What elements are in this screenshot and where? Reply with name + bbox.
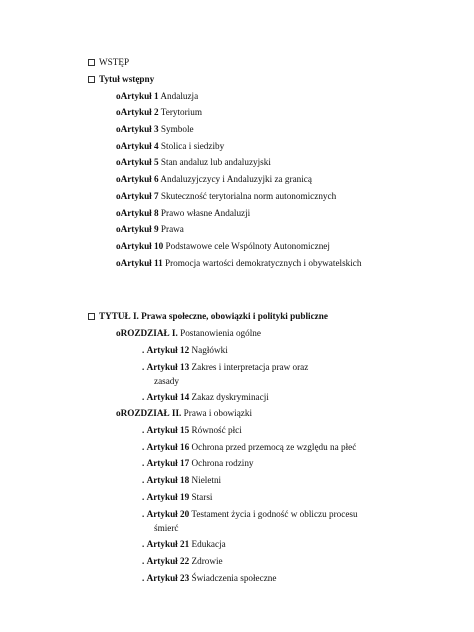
item-label: Artykuł 19 bbox=[146, 492, 190, 502]
square-bullet-icon bbox=[88, 76, 95, 83]
list-item bbox=[116, 240, 330, 252]
item-text: Andaluzyjczycy i Andaluzyjki za granicą bbox=[160, 174, 312, 184]
item-label: Artykuł 22 bbox=[146, 556, 190, 566]
item-label: Artykuł 15 bbox=[146, 425, 190, 435]
item-text: Nieletni bbox=[191, 475, 222, 485]
item-prefix: . bbox=[142, 345, 145, 355]
item-text: Świadczenia społeczne bbox=[191, 573, 277, 583]
item-prefix: o bbox=[116, 107, 121, 117]
item-label: Artykuł 12 bbox=[146, 345, 190, 355]
item-prefix: . bbox=[142, 362, 145, 372]
section-heading-text: Tytuł wstępny bbox=[99, 74, 155, 84]
item-text: Stan andaluz lub andaluzyjski bbox=[160, 157, 271, 167]
chapter-heading bbox=[116, 407, 252, 419]
chapter-prefix: o bbox=[116, 328, 121, 338]
item-prefix: . bbox=[142, 573, 145, 583]
list-item bbox=[116, 106, 202, 118]
list-item bbox=[116, 123, 194, 135]
item-prefix: . bbox=[142, 509, 145, 519]
item-prefix: . bbox=[142, 475, 145, 485]
item-text: Starsi bbox=[191, 492, 213, 502]
item-text: Testament życia i godność w obliczu procesu bbox=[191, 509, 358, 519]
item-text: Stolica i siedziby bbox=[160, 141, 225, 151]
item-prefix: o bbox=[116, 241, 121, 251]
item-prefix: o bbox=[116, 91, 121, 101]
item-prefix: o bbox=[116, 258, 121, 268]
item-label: Artykuł 2 bbox=[120, 107, 159, 117]
item-text: Prawo własne Andaluzji bbox=[160, 208, 251, 218]
item-text: Ochrona rodziny bbox=[191, 458, 254, 468]
item-label: Artykuł 21 bbox=[146, 539, 190, 549]
list-item bbox=[116, 190, 336, 202]
item-label: Artykuł 23 bbox=[146, 573, 190, 583]
list-item bbox=[116, 156, 271, 168]
item-label: Artykuł 1 bbox=[120, 91, 159, 101]
list-item bbox=[142, 361, 308, 373]
list-item bbox=[142, 538, 226, 550]
item-prefix: . bbox=[142, 425, 145, 435]
item-text: Nagłówki bbox=[191, 345, 228, 355]
item-label: Artykuł 6 bbox=[120, 174, 159, 184]
chapter-heading bbox=[116, 327, 261, 339]
item-prefix: . bbox=[142, 539, 145, 549]
item-label: Artykuł 17 bbox=[146, 458, 190, 468]
item-prefix: o bbox=[116, 141, 121, 151]
section-heading-tytul-wstepny bbox=[88, 73, 154, 85]
list-item bbox=[142, 441, 356, 453]
list-item-continuation: zasady bbox=[154, 376, 179, 386]
list-item bbox=[142, 572, 276, 584]
list-item bbox=[142, 424, 242, 436]
item-prefix: . bbox=[142, 492, 145, 502]
item-label: Artykuł 7 bbox=[120, 191, 159, 201]
item-prefix: o bbox=[116, 157, 121, 167]
item-text: Symbole bbox=[160, 124, 194, 134]
item-text: Zakres i interpretacja praw oraz bbox=[191, 362, 309, 372]
item-label: Artykuł 4 bbox=[120, 141, 159, 151]
item-prefix: o bbox=[116, 124, 121, 134]
list-item bbox=[116, 207, 250, 219]
item-text: Skuteczność terytorialna norm autonomicznych bbox=[160, 191, 337, 201]
item-text: Ochrona przed przemocą ze względu na płeć bbox=[191, 442, 357, 452]
list-item bbox=[116, 173, 312, 185]
item-text: Równość płci bbox=[191, 425, 242, 435]
item-text: Andaluzja bbox=[160, 91, 199, 101]
item-prefix: . bbox=[142, 442, 145, 452]
item-label: Artykuł 20 bbox=[146, 509, 190, 519]
list-item bbox=[116, 223, 184, 235]
square-bullet-icon bbox=[88, 313, 95, 320]
list-item bbox=[142, 474, 221, 486]
item-label: Artykuł 3 bbox=[120, 124, 159, 134]
chapter-label: ROZDZIAŁ II. bbox=[120, 408, 182, 418]
list-item bbox=[116, 140, 224, 152]
list-item bbox=[142, 344, 228, 356]
chapter-text: Postanowienia ogólne bbox=[180, 328, 261, 338]
item-prefix: o bbox=[116, 208, 121, 218]
section-heading-text: TYTUŁ I. Prawa społeczne, obowiązki i polityki publiczne bbox=[99, 311, 328, 321]
square-bullet-icon bbox=[88, 59, 95, 66]
list-item bbox=[142, 508, 358, 520]
section-heading-wstep bbox=[88, 56, 129, 68]
item-text: Zakaz dyskryminacji bbox=[191, 392, 269, 402]
item-prefix: . bbox=[142, 458, 145, 468]
item-text: Edukacja bbox=[191, 539, 226, 549]
item-label: Artykuł 14 bbox=[146, 392, 190, 402]
section-heading-text: WSTĘP bbox=[99, 57, 130, 67]
item-text: Podstawowe cele Wspólnoty Autonomicznej bbox=[165, 241, 330, 251]
item-text: Terytorium bbox=[160, 107, 202, 117]
item-text: Prawa bbox=[160, 224, 184, 234]
item-text: Promocja wartości demokratycznych i obywatelskich bbox=[165, 258, 362, 268]
item-prefix: . bbox=[142, 556, 145, 566]
item-label: Artykuł 16 bbox=[146, 442, 190, 452]
chapter-label: ROZDZIAŁ I. bbox=[120, 328, 178, 338]
item-label: Artykuł 11 bbox=[120, 258, 163, 268]
list-item bbox=[142, 391, 269, 403]
item-prefix: o bbox=[116, 191, 121, 201]
list-item-continuation: śmierć bbox=[154, 523, 179, 533]
item-label: Artykuł 13 bbox=[146, 362, 190, 372]
list-item bbox=[116, 90, 198, 102]
item-label: Artykuł 8 bbox=[120, 208, 159, 218]
item-prefix: o bbox=[116, 174, 121, 184]
list-item bbox=[142, 491, 212, 503]
item-text: Zdrowie bbox=[191, 556, 223, 566]
section-heading-tytul-i bbox=[88, 310, 328, 322]
item-prefix: . bbox=[142, 392, 145, 402]
item-label: Artykuł 10 bbox=[120, 241, 164, 251]
item-prefix: o bbox=[116, 224, 121, 234]
item-label: Artykuł 18 bbox=[146, 475, 190, 485]
chapter-prefix: o bbox=[116, 408, 121, 418]
item-label: Artykuł 9 bbox=[120, 224, 159, 234]
list-item bbox=[142, 555, 223, 567]
list-item bbox=[116, 257, 361, 269]
chapter-text: Prawa i obowiązki bbox=[183, 408, 253, 418]
list-item bbox=[142, 457, 254, 469]
item-label: Artykuł 5 bbox=[120, 157, 159, 167]
